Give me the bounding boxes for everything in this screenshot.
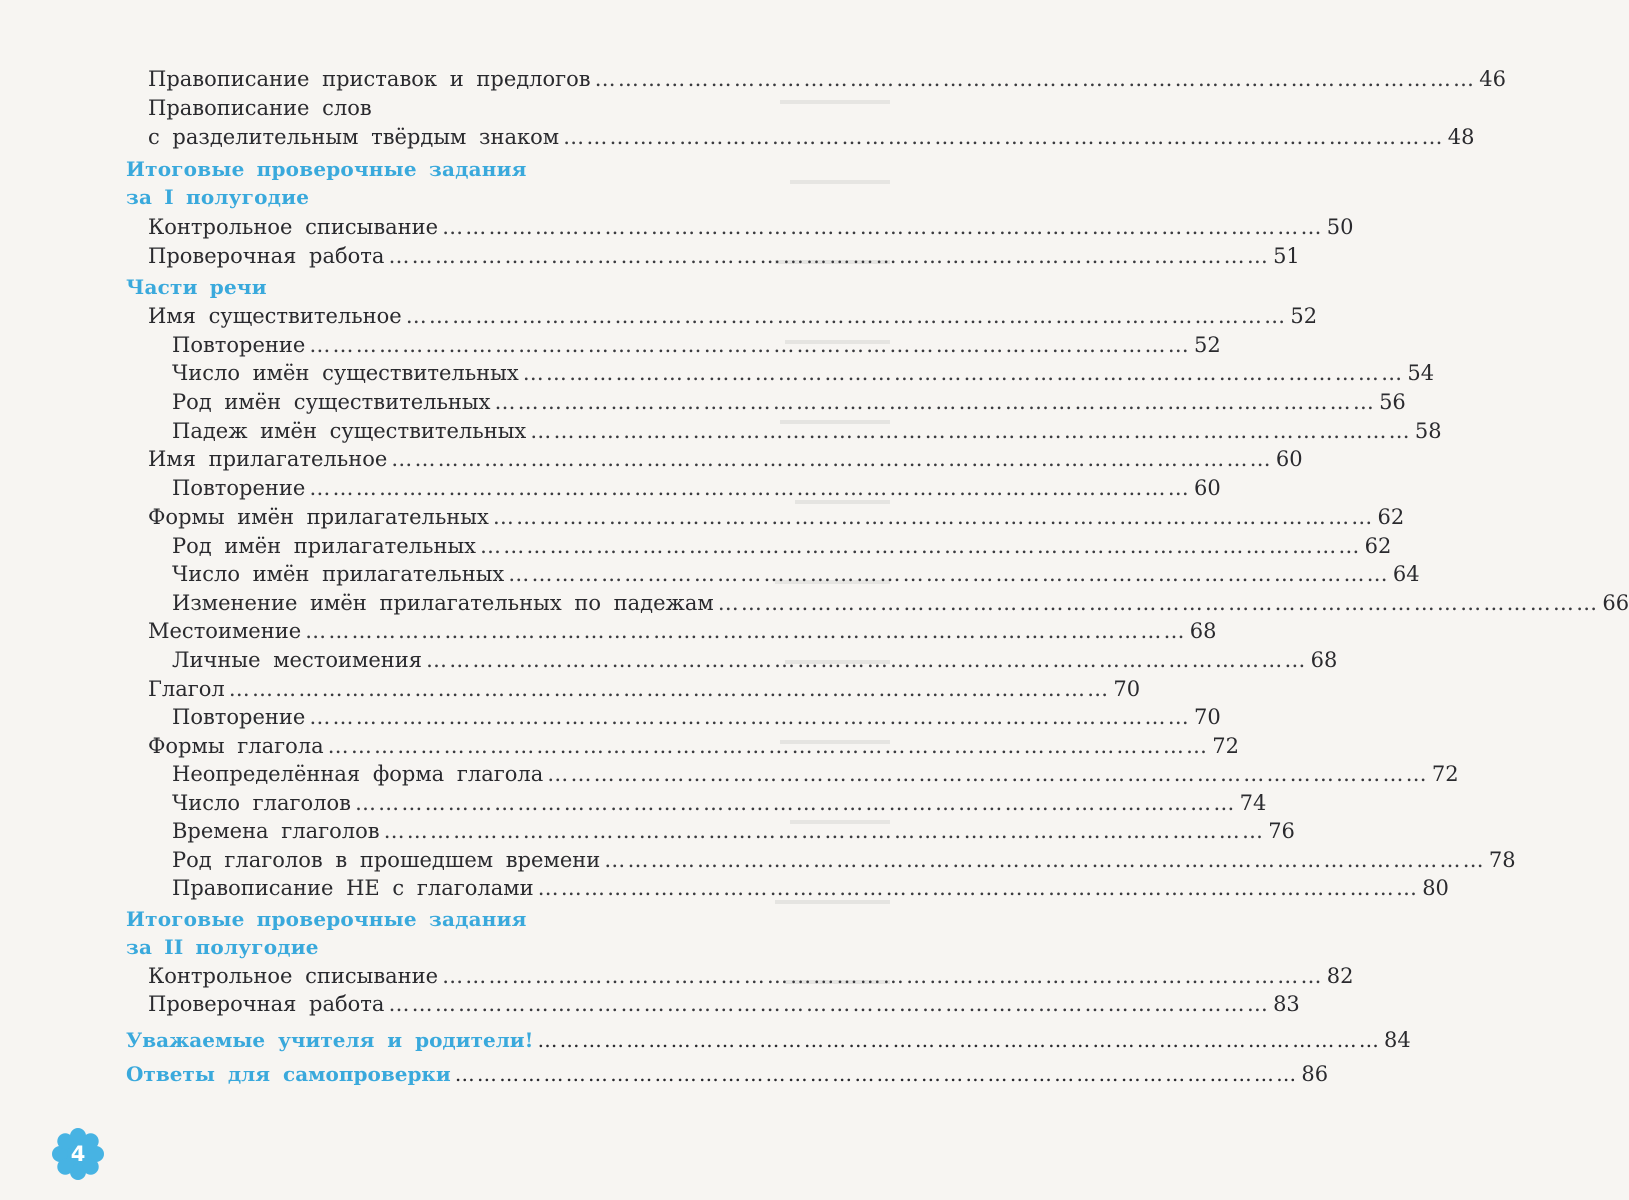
- leader-dots: ……………………………………………………………………………………………………: [454, 1062, 1299, 1086]
- toc-entry-title: Контрольное списывание: [148, 964, 439, 988]
- toc-entry-page: 50: [1326, 215, 1354, 239]
- leader-dots: ……………………………………………………………………………………………………: [492, 505, 1375, 529]
- toc-row: [172, 418, 1442, 444]
- toc-entry-title: Правописание НЕ с глаголами: [172, 876, 534, 900]
- leader-dots: ……………………………………………………………………………………………………: [604, 848, 1486, 872]
- toc-entry-title: Имя прилагательное: [148, 447, 388, 471]
- section-heading: Части речи: [126, 275, 267, 299]
- toc-entry-title: Число имён существительных: [172, 361, 519, 385]
- toc-entry-page: 48: [1447, 125, 1475, 149]
- leader-dots: ……………………………………………………………………………………………………: [442, 215, 1324, 239]
- toc-entry-title: Ответы для самопроверки: [126, 1062, 451, 1086]
- toc-entry-page: 78: [1488, 848, 1516, 872]
- toc-entry-title: Изменение имён прилагательных по падежам: [172, 591, 714, 615]
- toc-entry-page: 66: [1602, 591, 1629, 615]
- toc-entry-page: 72: [1431, 762, 1459, 786]
- section-heading: за II полугодие: [126, 935, 319, 959]
- toc-entry-title: Формы имён прилагательных: [148, 505, 489, 529]
- toc-row: [148, 963, 1354, 989]
- leader-dots: ……………………………………………………………………………………………………: [388, 244, 1271, 268]
- toc-entry-page: 62: [1364, 534, 1392, 558]
- toc-row: [172, 533, 1392, 559]
- toc-entry-page: 46: [1479, 67, 1506, 91]
- leader-dots: ……………………………………………………………………………………………………: [309, 705, 1191, 729]
- toc-entry-title: Род имён существительных: [172, 390, 491, 414]
- toc-entry-page: 60: [1275, 447, 1303, 471]
- leader-dots: ……………………………………………………………………………………………………: [388, 992, 1271, 1016]
- leader-dots: ……………………………………………………………………………………………………: [537, 1028, 1382, 1052]
- leader-dots: ……………………………………………………………………………………………………: [547, 762, 1429, 786]
- toc-row: [172, 818, 1295, 844]
- leader-dots: ……………………………………………………………………………………………………: [522, 361, 1405, 385]
- toc-row: [172, 847, 1516, 873]
- leader-dots: ……………………………………………………………………………………………………: [494, 390, 1377, 414]
- toc-entry-title: Проверочная работа: [148, 992, 385, 1016]
- section-heading: Итоговые проверочные задания: [126, 157, 527, 181]
- toc-entry-page: 74: [1239, 791, 1267, 815]
- toc-entry-title: Личные местоимения: [172, 648, 423, 672]
- toc-entry-page: 76: [1268, 819, 1295, 843]
- toc-row: [148, 618, 1217, 644]
- toc-row: [148, 303, 1318, 329]
- toc-entry-title: Род имён прилагательных: [172, 534, 477, 558]
- section-heading: Итоговые проверочные задания: [126, 907, 527, 931]
- leader-dots: ……………………………………………………………………………………………………: [530, 419, 1412, 443]
- toc-row: [172, 389, 1406, 415]
- toc-entry-title: Падеж имён существительных: [172, 419, 527, 443]
- toc-entry-page: 80: [1422, 876, 1449, 900]
- toc-row: [148, 991, 1300, 1017]
- leader-dots: ……………………………………………………………………………………………………: [354, 791, 1237, 815]
- leader-dots: ……………………………………………………………………………………………………: [480, 534, 1362, 558]
- leader-dots: ……………………………………………………………………………………………………: [717, 591, 1600, 615]
- leader-dots: ……………………………………………………………………………………………………: [327, 734, 1210, 758]
- toc-row: [148, 733, 1239, 759]
- leader-dots: ……………………………………………………………………………………………………: [508, 562, 1390, 586]
- leader-dots: ……………………………………………………………………………………………………: [305, 619, 1187, 643]
- toc-entry-title: Повторение: [172, 705, 306, 729]
- toc-row: [148, 124, 1475, 150]
- toc-entry-page: 82: [1326, 964, 1354, 988]
- toc-entry-page: 62: [1377, 505, 1405, 529]
- leader-dots: ……………………………………………………………………………………………………: [228, 677, 1111, 701]
- toc-entry-page: 83: [1273, 992, 1300, 1016]
- toc-row: [172, 475, 1221, 501]
- leader-dots: ……………………………………………………………………………………………………: [309, 476, 1191, 500]
- toc-entry-title: Повторение: [172, 476, 306, 500]
- toc-entry-title: Формы глагола: [148, 734, 324, 758]
- toc-entry-page: 64: [1392, 562, 1420, 586]
- toc-entry-page: 70: [1193, 705, 1221, 729]
- toc-entry-title: Повторение: [172, 333, 306, 357]
- toc-row: [172, 590, 1629, 616]
- leader-dots: ……………………………………………………………………………………………………: [426, 648, 1308, 672]
- toc-row: [148, 214, 1354, 240]
- leader-dots: ……………………………………………………………………………………………………: [405, 304, 1288, 328]
- leader-dots: ……………………………………………………………………………………………………: [309, 333, 1191, 357]
- toc-entry-title: Имя существительное: [148, 304, 402, 328]
- toc-entry-title: Проверочная работа: [148, 244, 385, 268]
- toc-entry-title: Правописание приставок и предлогов: [148, 67, 591, 91]
- toc-row: [172, 761, 1459, 787]
- leader-dots: ……………………………………………………………………………………………………: [563, 125, 1445, 149]
- toc-entry-title: Число имён прилагательных: [172, 562, 505, 586]
- toc-entry-title: Глагол: [148, 677, 225, 701]
- toc-row: [172, 561, 1420, 587]
- toc-row: [148, 504, 1405, 530]
- toc-entry-page: 52: [1193, 333, 1221, 357]
- toc-entry-title: Неопределённая форма глагола: [172, 762, 544, 786]
- toc-row: [172, 704, 1221, 730]
- toc-row: [148, 446, 1303, 472]
- toc-entry-page: 86: [1301, 1062, 1329, 1086]
- toc-entry-title: Число глаголов: [172, 791, 351, 815]
- toc-row: [148, 243, 1300, 269]
- toc-row: [126, 1061, 1329, 1087]
- toc-row: [172, 332, 1221, 358]
- toc-entry-page: 52: [1290, 304, 1318, 328]
- leader-dots: ……………………………………………………………………………………………………: [442, 964, 1324, 988]
- toc-entry-title: Местоимение: [148, 619, 302, 643]
- toc-entry-page: 56: [1379, 390, 1406, 414]
- toc-row: [126, 1027, 1411, 1053]
- leader-dots: ……………………………………………………………………………………………………: [383, 819, 1266, 843]
- toc-entry-page: 51: [1273, 244, 1300, 268]
- toc-entry-title: Правописание слов: [148, 96, 372, 120]
- toc-entry-page: 68: [1189, 619, 1217, 643]
- toc-entry-title: Времена глаголов: [172, 819, 380, 843]
- page-number-badge: [52, 1128, 104, 1180]
- toc-row: [172, 875, 1449, 901]
- toc-entry-title: Род глаголов в прошедшем времени: [172, 848, 601, 872]
- toc-entry-title: Уважаемые учителя и родители!: [126, 1028, 534, 1052]
- toc-entry-title: Контрольное списывание: [148, 215, 439, 239]
- toc-entry-page: 60: [1193, 476, 1221, 500]
- leader-dots: ……………………………………………………………………………………………………: [537, 876, 1420, 900]
- toc-row: [148, 66, 1506, 92]
- toc-entry-page: 70: [1113, 677, 1141, 701]
- toc-entry-page: 58: [1414, 419, 1442, 443]
- leader-dots: ……………………………………………………………………………………………………: [594, 67, 1477, 91]
- toc-entry-page: 68: [1310, 648, 1338, 672]
- toc-entry-title: с разделительным твёрдым знаком: [148, 125, 560, 149]
- toc-row: [172, 647, 1338, 673]
- toc-row: [148, 676, 1141, 702]
- toc-row: [172, 790, 1267, 816]
- section-heading: за I полугодие: [126, 185, 310, 209]
- leader-dots: ……………………………………………………………………………………………………: [391, 447, 1273, 471]
- page-number: 4: [70, 1142, 86, 1166]
- toc-entry-page: 84: [1384, 1028, 1411, 1052]
- toc-entry-page: 54: [1407, 361, 1435, 385]
- toc-entry-page: 72: [1212, 734, 1239, 758]
- toc-row: [172, 360, 1435, 386]
